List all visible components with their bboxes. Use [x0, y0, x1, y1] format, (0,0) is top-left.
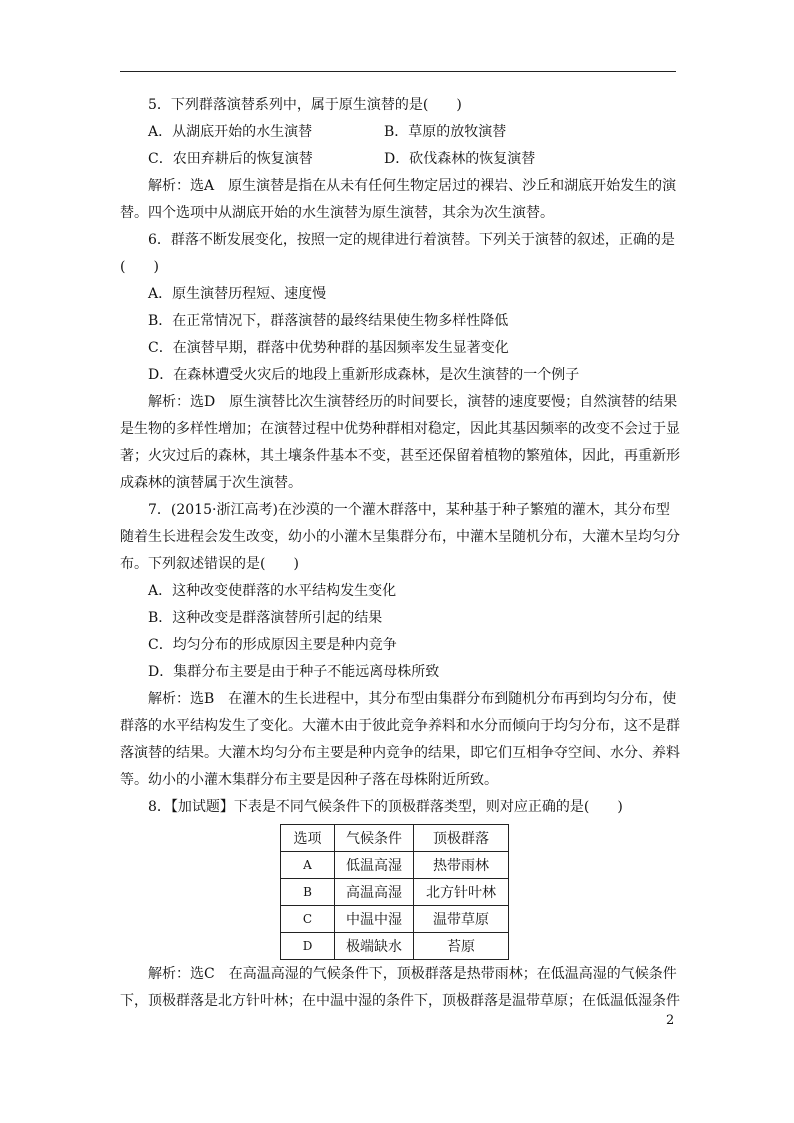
table-row [281, 879, 509, 906]
table-header-cell: 气候条件 [335, 825, 414, 852]
q6-option-c: C．在演替早期，群落中优势种群的基因频率发生显著变化 [148, 340, 509, 356]
climate-community-table [280, 824, 509, 960]
q7-option-d: D．集群分布主要是由于种子不能远离母株所致 [148, 664, 440, 680]
table-cell: 高温高湿 [335, 879, 414, 906]
page-number: 2 [666, 1013, 675, 1028]
table-cell: A [281, 852, 335, 879]
q7-analysis-line: 群落的水平结构发生了变化。大灌木由于彼此竞争养料和水分而倾向于均匀分布，这不是群 [120, 718, 680, 734]
q5-option-b: B．草原的放牧演替 [384, 124, 507, 140]
q5-analysis-line: 解析：选A 原生演替是指在从未有任何生物定居过的裸岩、沙丘和湖底开始发生的演 [148, 178, 677, 194]
page-content [120, 92, 680, 1015]
header-rule [120, 71, 676, 72]
q5-stem: 5．下列群落演替系列中，属于原生演替的是( ) [148, 97, 462, 113]
q7-stem-line: 布。下列叙述错误的是( ) [120, 556, 299, 572]
table-cell: B [281, 879, 335, 906]
q7-stem-line: 7．(2015·浙江高考)在沙漠的一个灌木群落中，某种基于种子繁殖的灌木，其分布型 [148, 502, 670, 518]
table-row [281, 933, 509, 960]
q6-stem-line: ( ) [120, 259, 159, 275]
q7-stem-line: 随着生长进程会发生改变，幼小的小灌木呈集群分布，中灌木呈随机分布，大灌木呈均匀分 [120, 529, 680, 545]
q7-analysis-line: 解析：选B 在灌木的生长进程中，其分布型由集群分布到随机分布再到均匀分布，使 [148, 691, 677, 707]
q8-analysis-line: 解析：选C 在高温高湿的气候条件下，顶极群落是热带雨林；在低温高湿的气候条件 [148, 966, 677, 982]
q6-analysis-line: 著；火灾过后的森林，其土壤条件基本不变，甚至还保留着植物的繁殖体，因此，再重新形 [120, 448, 680, 464]
q7-option-c: C．均匀分布的形成原因主要是种内竞争 [148, 637, 397, 653]
q7-option-b: B．这种改变是群落演替所引起的结果 [148, 610, 383, 626]
q7-analysis-line: 等。幼小的小灌木集群分布主要是因种子落在母株附近所致。 [120, 772, 498, 788]
table-cell: D [281, 933, 335, 960]
q6-option-d: D．在森林遭受火灾后的地段上重新形成森林，是次生演替的一个例子 [148, 367, 580, 383]
table-cell: 苔原 [414, 933, 509, 960]
q6-option-b: B．在正常情况下，群落演替的最终结果使生物多样性降低 [148, 313, 509, 329]
table-cell: 极端缺水 [335, 933, 414, 960]
table-cell: 北方针叶林 [414, 879, 509, 906]
table-header-cell: 选项 [281, 825, 335, 852]
table-cell: 热带雨林 [414, 852, 509, 879]
q5-option-d: D．砍伐森林的恢复演替 [384, 151, 536, 167]
q7-analysis-line: 落演替的结果。大灌木均匀分布主要是种内竞争的结果，即它们互相争夺空间、水分、养料 [120, 745, 680, 761]
table-header-row [281, 825, 509, 852]
q6-analysis-line: 成森林的演替属于次生演替。 [120, 475, 302, 491]
q5-option-c: C．农田弃耕后的恢复演替 [148, 151, 313, 167]
q8-analysis-line: 下，顶极群落是北方针叶林；在中温中湿的条件下，顶极群落是温带草原；在低温低湿条件 [120, 993, 680, 1009]
q8-stem: 8．【加试题】下表是不同气候条件下的顶极群落类型，则对应正确的是( ) [148, 799, 623, 815]
table-cell: 中温中湿 [335, 906, 414, 933]
q7-option-a: A．这种改变使群落的水平结构发生变化 [148, 583, 397, 599]
table-cell: 低温高湿 [335, 852, 414, 879]
q6-option-a: A．原生演替历程短、速度慢 [148, 286, 327, 302]
q6-stem-line: 6．群落不断发展变化，按照一定的规律进行着演替。下列关于演替的叙述，正确的是 [148, 232, 675, 248]
q5-analysis-line: 替。四个选项中从湖底开始的水生演替为原生演替，其余为次生演替。 [120, 205, 554, 221]
q5-options-row-2 [120, 146, 676, 173]
q5-option-a: A．从湖底开始的水生演替 [148, 124, 313, 140]
q6-analysis-line: 解析：选D 原生演替比次生演替经历的时间要长，演替的速度要慢；自然演替的结果 [148, 394, 678, 410]
table-cell: C [281, 906, 335, 933]
table-row [281, 906, 509, 933]
q6-analysis-line: 是生物的多样性增加；在演替过程中优势种群相对稳定，因此其基因频率的改变不会过于显 [120, 421, 680, 437]
table-row [281, 852, 509, 879]
table-header-cell: 顶极群落 [414, 825, 509, 852]
q5-options-row-1 [120, 119, 676, 146]
table-cell: 温带草原 [414, 906, 509, 933]
